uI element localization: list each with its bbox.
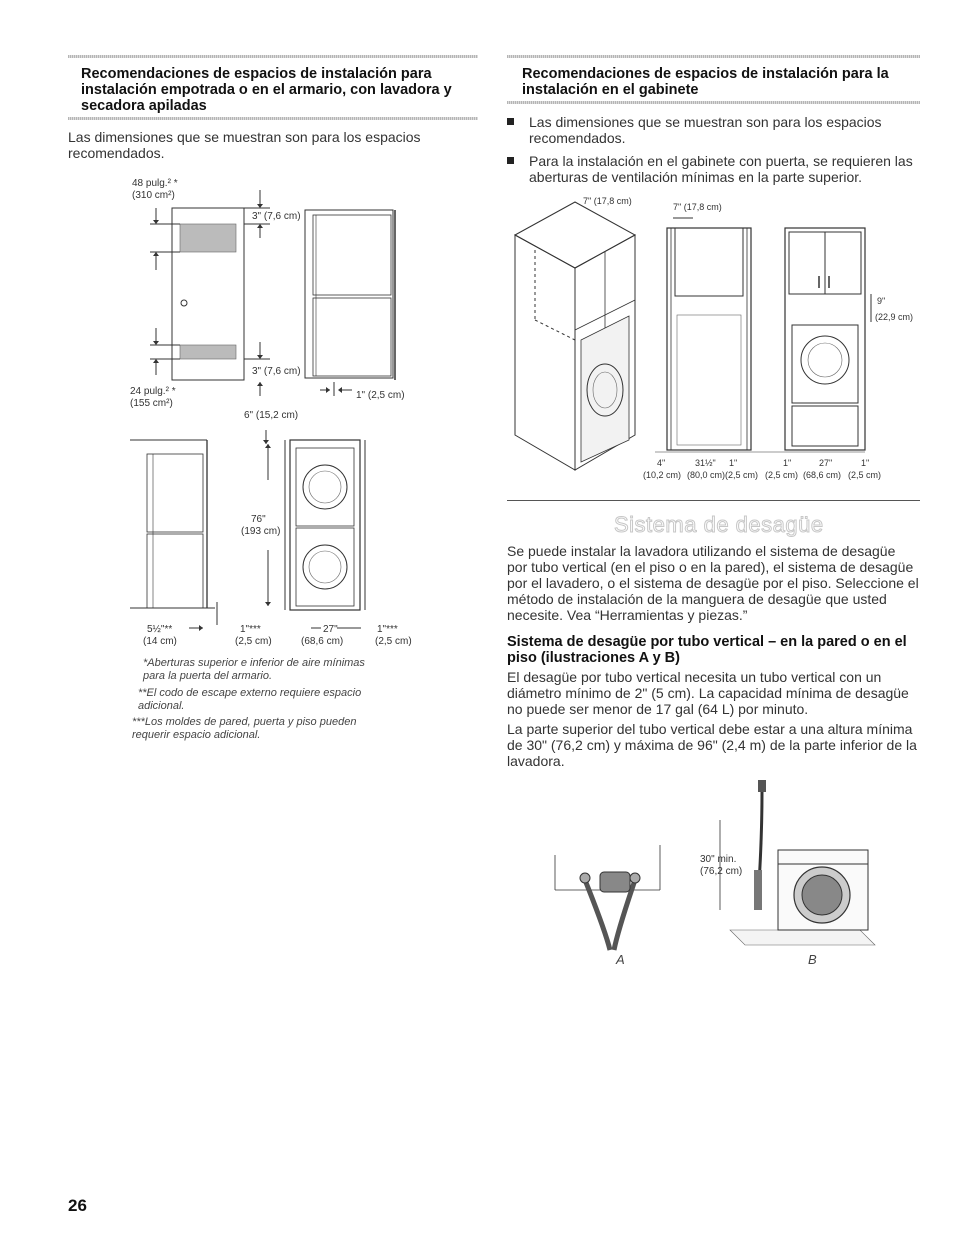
left-gap-cm-label: (14 cm) (143, 636, 177, 647)
top-area-cm-label: (310 cm²) (132, 190, 175, 201)
section-title: Sistema de desagüe (614, 512, 824, 537)
height-cm-label: (193 cm) (241, 526, 281, 537)
bottom-dim-6: 1" (861, 458, 870, 468)
bottom-area-label: 24 pulg.² * (130, 386, 176, 397)
bottom-dim-1: 4" (657, 458, 666, 468)
left-heading-rule (68, 117, 478, 120)
bottom-dim-cm-6: (2,5 cm) (848, 470, 882, 480)
door-knob (181, 300, 187, 306)
subheading: Sistema de desagüe por tubo vertical – en la pared o en el piso (ilustraciones A y B) (507, 634, 907, 666)
width-cm-label: (68,6 cm) (301, 636, 344, 647)
right-top-rule (507, 55, 920, 58)
right-gap-cm-label: (2,5 cm) (375, 636, 412, 647)
top-vent (180, 224, 236, 252)
left-intro: Las dimensiones que se muestran son para los espacios recomendados. (68, 129, 421, 161)
bottom-dim-cm-4: (2,5 cm) (765, 470, 799, 480)
stacked-units-diagram (125, 430, 425, 650)
bullet-square (507, 157, 514, 164)
top-gap-label: 3" (7,6 cm) (252, 211, 301, 222)
bottom-dim-2: 31½" (695, 458, 716, 468)
mid-gap-cm-label: (2,5 cm) (235, 636, 272, 647)
front-gap-label: 6" (15,2 cm) (244, 410, 299, 421)
top-b-label: 7" (17,8 cm) (673, 202, 722, 212)
footnote-3: ***Los moldes de pared, puerta y piso pueden requerir espacio adicional. (132, 716, 357, 741)
min-label: 30" min. (700, 854, 737, 865)
footnote-2: **El codo de escape externo requiere espacio adicional. (138, 687, 362, 712)
para-2: La parte superior del tubo vertical debe estar a una altura mínima de 30" (76,2 cm) y máxima de 96" (2,4 m) de la parte inferior de la lavadora. (507, 721, 917, 769)
left-top-rule (68, 55, 478, 58)
right-gap-cm-label-cab: (22,9 cm) (875, 312, 914, 322)
bottom-area-cm-label: (155 cm²) (130, 398, 173, 409)
right-heading-rule (507, 101, 920, 104)
top-area-label: 48 pulg.² * (132, 178, 178, 189)
min-label-cm: (76,2 cm) (700, 866, 743, 877)
page-number: 26 (68, 1196, 87, 1215)
side-gap-label: 1" (2,5 cm) (356, 390, 405, 401)
bullet-square (507, 118, 514, 125)
para-1: El desagüe por tubo vertical necesita un tubo vertical con un diámetro mínimo de 2" (5 cm). La capacidad mínima de desagüe no puede ser menor de 17 gal (64 L) por minuto. (507, 669, 909, 717)
bottom-dim-3: 1" (729, 458, 738, 468)
bottom-dim-cm-1: (10,2 cm) (643, 470, 682, 480)
left-gap-label: 5½"** (147, 624, 173, 635)
standpipe-illustrations (540, 780, 880, 970)
bottom-dim-cm-3: (2,5 cm) (725, 470, 759, 480)
closet-door-diagram (120, 170, 420, 420)
bottom-gap-label: 3" (7,6 cm) (252, 366, 301, 377)
label-b: B (808, 952, 817, 967)
bottom-dim-5: 27" (819, 458, 833, 468)
bullet-1 (507, 114, 917, 148)
width-label: 27" (323, 624, 338, 635)
right-gap-label: 1"*** (377, 624, 398, 635)
left-heading: Recomendaciones de espacios de instalación para instalación empotrada o en el armario, con lavadora y secadora apiladas (81, 66, 452, 114)
bottom-dim-cm-2: (80,0 cm) (687, 470, 726, 480)
section-intro: Se puede instalar la lavadora utilizando el sistema de desagüe por tubo vertical (en el piso o en la pared), el sistema de desagüe por el lavadero, o el sistema de desagüe por el piso. Seleccione el método de instalación de la manguera de desagüe que usted necesite. Vea “Herramientas y piezas.” (507, 543, 919, 623)
bullet-2 (507, 153, 917, 187)
section-divider (507, 500, 920, 501)
height-label: 76" (251, 514, 266, 525)
bottom-dim-4: 1" (783, 458, 792, 468)
right-heading: Recomendaciones de espacios de instalación para la instalación en el gabinete (522, 66, 889, 98)
bullet-1-text: Las dimensiones que se muestran son para los espacios recomendados. (529, 114, 882, 146)
right-gap-label-cab: 9" (877, 296, 886, 306)
footnote-1: *Aberturas superior e inferior de aire mínimas para la puerta del armario. (143, 657, 365, 682)
bottom-vent (180, 345, 236, 359)
mid-gap-label: 1"*** (240, 624, 261, 635)
label-a: A (616, 952, 625, 967)
bottom-dim-cm-5: (68,6 cm) (803, 470, 842, 480)
bullet-2-text: Para la instalación en el gabinete con puerta, se requieren las aberturas de ventilación mínimas en la parte superior. (529, 153, 913, 185)
cabinet-diagram (505, 190, 915, 490)
top-a-label: 7" (17,8 cm) (583, 196, 632, 206)
